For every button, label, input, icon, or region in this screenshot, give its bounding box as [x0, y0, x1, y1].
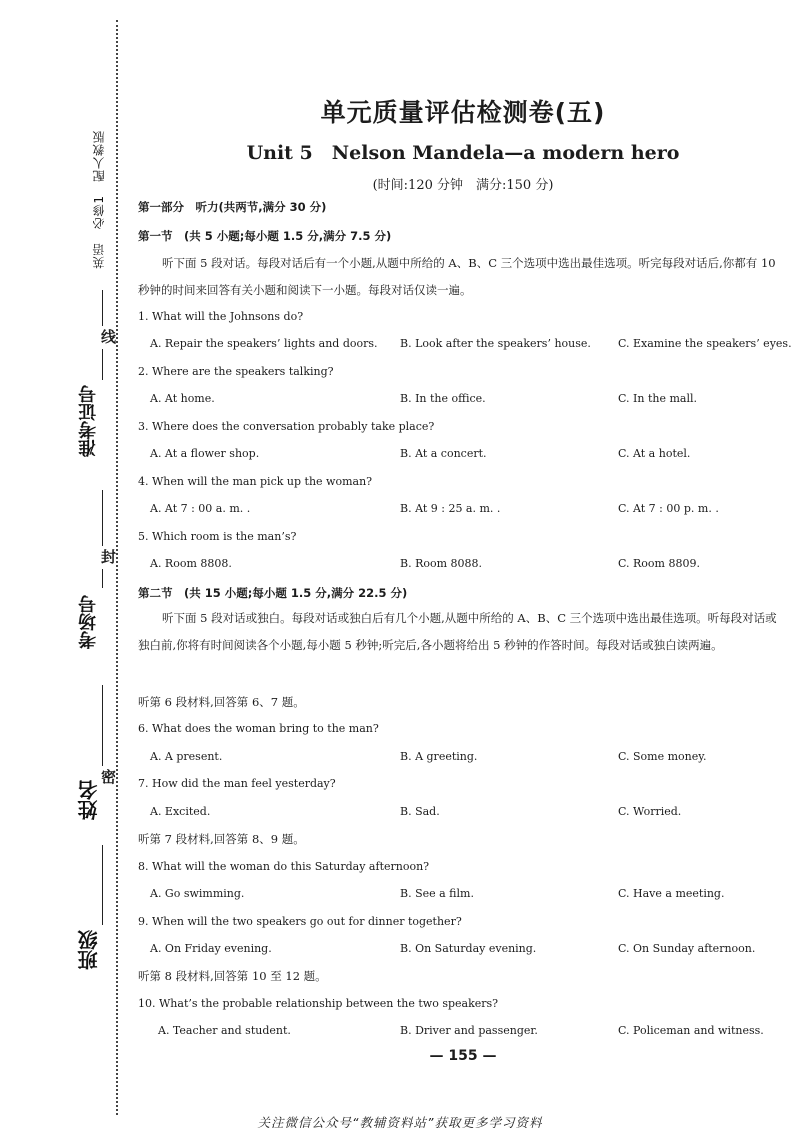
section1-instruction: 听下面 5 段对话。每段对话后有一个小题,从题中所给的 A、B、C 三个选项中选出最佳选项。听完每段对话后,你都有 10 秒钟的时间来回答有关小题和阅读下一小题。每段对话仅读一遍。 [138, 256, 776, 297]
question-4: 4. When will the man pick up the woman? [138, 475, 373, 488]
section2-instruction: 听下面 5 段对话或独白。每段对话或独白后有几个小题,从题中所给的 A、B、C 三个选项中选出最佳选项。听每段对话或独白前,你将有时间阅读各个小题,每小题 5 秒钟;听完后,各小题将给出 5 秒钟的作答时间。每段对话或独白读两遍。 [138, 611, 777, 652]
name-label: 姓名 [77, 780, 101, 820]
q8-option-b: B. See a film. [400, 887, 474, 900]
q9-option-c: C. On Sunday afternoon. [618, 942, 756, 955]
question-9: 9. When will the two speakers go out for dinner together? [138, 915, 462, 928]
section1-heading: 第一节 (共 5 小题;每小题 1.5 分,满分 7.5 分) [138, 229, 392, 243]
material-7-note: 听第 7 段材料,回答第 8、9 题。 [138, 832, 305, 846]
q10-option-c: C. Policeman and witness. [618, 1024, 764, 1037]
question-2: 2. Where are the speakers talking? [138, 365, 334, 378]
q4-option-a: A. At 7 : 00 a. m. . [150, 502, 251, 515]
seal-mark-middle: 封 [101, 546, 116, 569]
q4-option-b: B. At 9 : 25 a. m. . [400, 502, 501, 515]
ticket-label: 准考证号 [78, 385, 99, 457]
q3-option-c: C. At a hotel. [618, 447, 691, 460]
q10-option-b: B. Driver and passenger. [400, 1024, 538, 1037]
q7-option-a: A. Excited. [150, 805, 211, 818]
question-10: 10. What’s the probable relationship between the two speakers? [138, 997, 499, 1010]
binding-dotted-line [116, 20, 118, 1115]
q6-option-c: C. Some money. [618, 750, 707, 763]
q7-option-b: B. Sad. [400, 805, 440, 818]
material-6-note: 听第 6 段材料,回答第 6、7 题。 [138, 695, 305, 709]
page-number: — 155 — [429, 1048, 497, 1064]
q6-option-b: B. A greeting. [400, 750, 478, 763]
room-label: 考场号 [78, 595, 99, 649]
q3-option-a: A. At a flower shop. [150, 447, 260, 460]
q4-option-c: C. At 7 : 00 p. m. . [618, 502, 719, 515]
q8-option-a: A. Go swimming. [150, 887, 245, 900]
footer-watermark: 关注微信公众号“教辅资料站”获取更多学习资料 [257, 1115, 543, 1130]
time-info: (时间:120 分钟 满分:150 分) [372, 178, 554, 193]
question-8: 8. What will the woman do this Saturday afternoon? [138, 860, 430, 873]
q2-option-c: C. In the mall. [618, 392, 697, 405]
unit-subtitle: Unit 5 Nelson Mandela—a modern hero [246, 142, 680, 164]
q2-option-a: A. At home. [150, 392, 215, 405]
q6-option-a: A. A present. [150, 750, 223, 763]
seal-mark-bottom: 密 [101, 766, 116, 789]
q5-option-a: A. Room 8808. [150, 557, 232, 570]
q8-option-c: C. Have a meeting. [618, 887, 725, 900]
class-label: 班级 [77, 930, 101, 970]
question-5: 5. Which room is the man’s? [138, 530, 297, 543]
material-8-note: 听第 8 段材料,回答第 10 至 12 题。 [138, 969, 327, 983]
q9-option-a: A. On Friday evening. [150, 942, 272, 955]
room-underline [102, 490, 104, 588]
section2-heading: 第二节 (共 15 小题;每小题 1.5 分,满分 22.5 分) [138, 586, 408, 600]
q10-option-a: A. Teacher and student. [158, 1024, 291, 1037]
question-7: 7. How did the man feel yesterday? [138, 777, 336, 790]
q1-option-c: C. Examine the speakers’ eyes. [618, 337, 792, 350]
q9-option-b: B. On Saturday evening. [400, 942, 537, 955]
question-3: 3. Where does the conversation probably take place? [138, 420, 435, 433]
name-underline [102, 685, 104, 775]
question-1: 1. What will the Johnsons do? [138, 310, 304, 323]
edition-label: 英语 必修1 配人教版 [92, 130, 106, 269]
q5-option-b: B. Room 8088. [400, 557, 483, 570]
q2-option-b: B. In the office. [400, 392, 486, 405]
q5-option-c: C. Room 8809. [618, 557, 700, 570]
seal-mark-top: 线 [101, 326, 116, 349]
part1-heading: 第一部分 听力(共两节,满分 30 分) [138, 200, 327, 214]
q1-option-a: A. Repair the speakers’ lights and doors. [150, 337, 378, 350]
page-title: 单元质量评估检测卷(五) [320, 98, 606, 127]
q3-option-b: B. At a concert. [400, 447, 487, 460]
class-underline [102, 845, 104, 925]
q1-option-b: B. Look after the speakers’ house. [400, 337, 591, 350]
q7-option-c: C. Worried. [618, 805, 682, 818]
question-6: 6. What does the woman bring to the man? [138, 722, 379, 735]
